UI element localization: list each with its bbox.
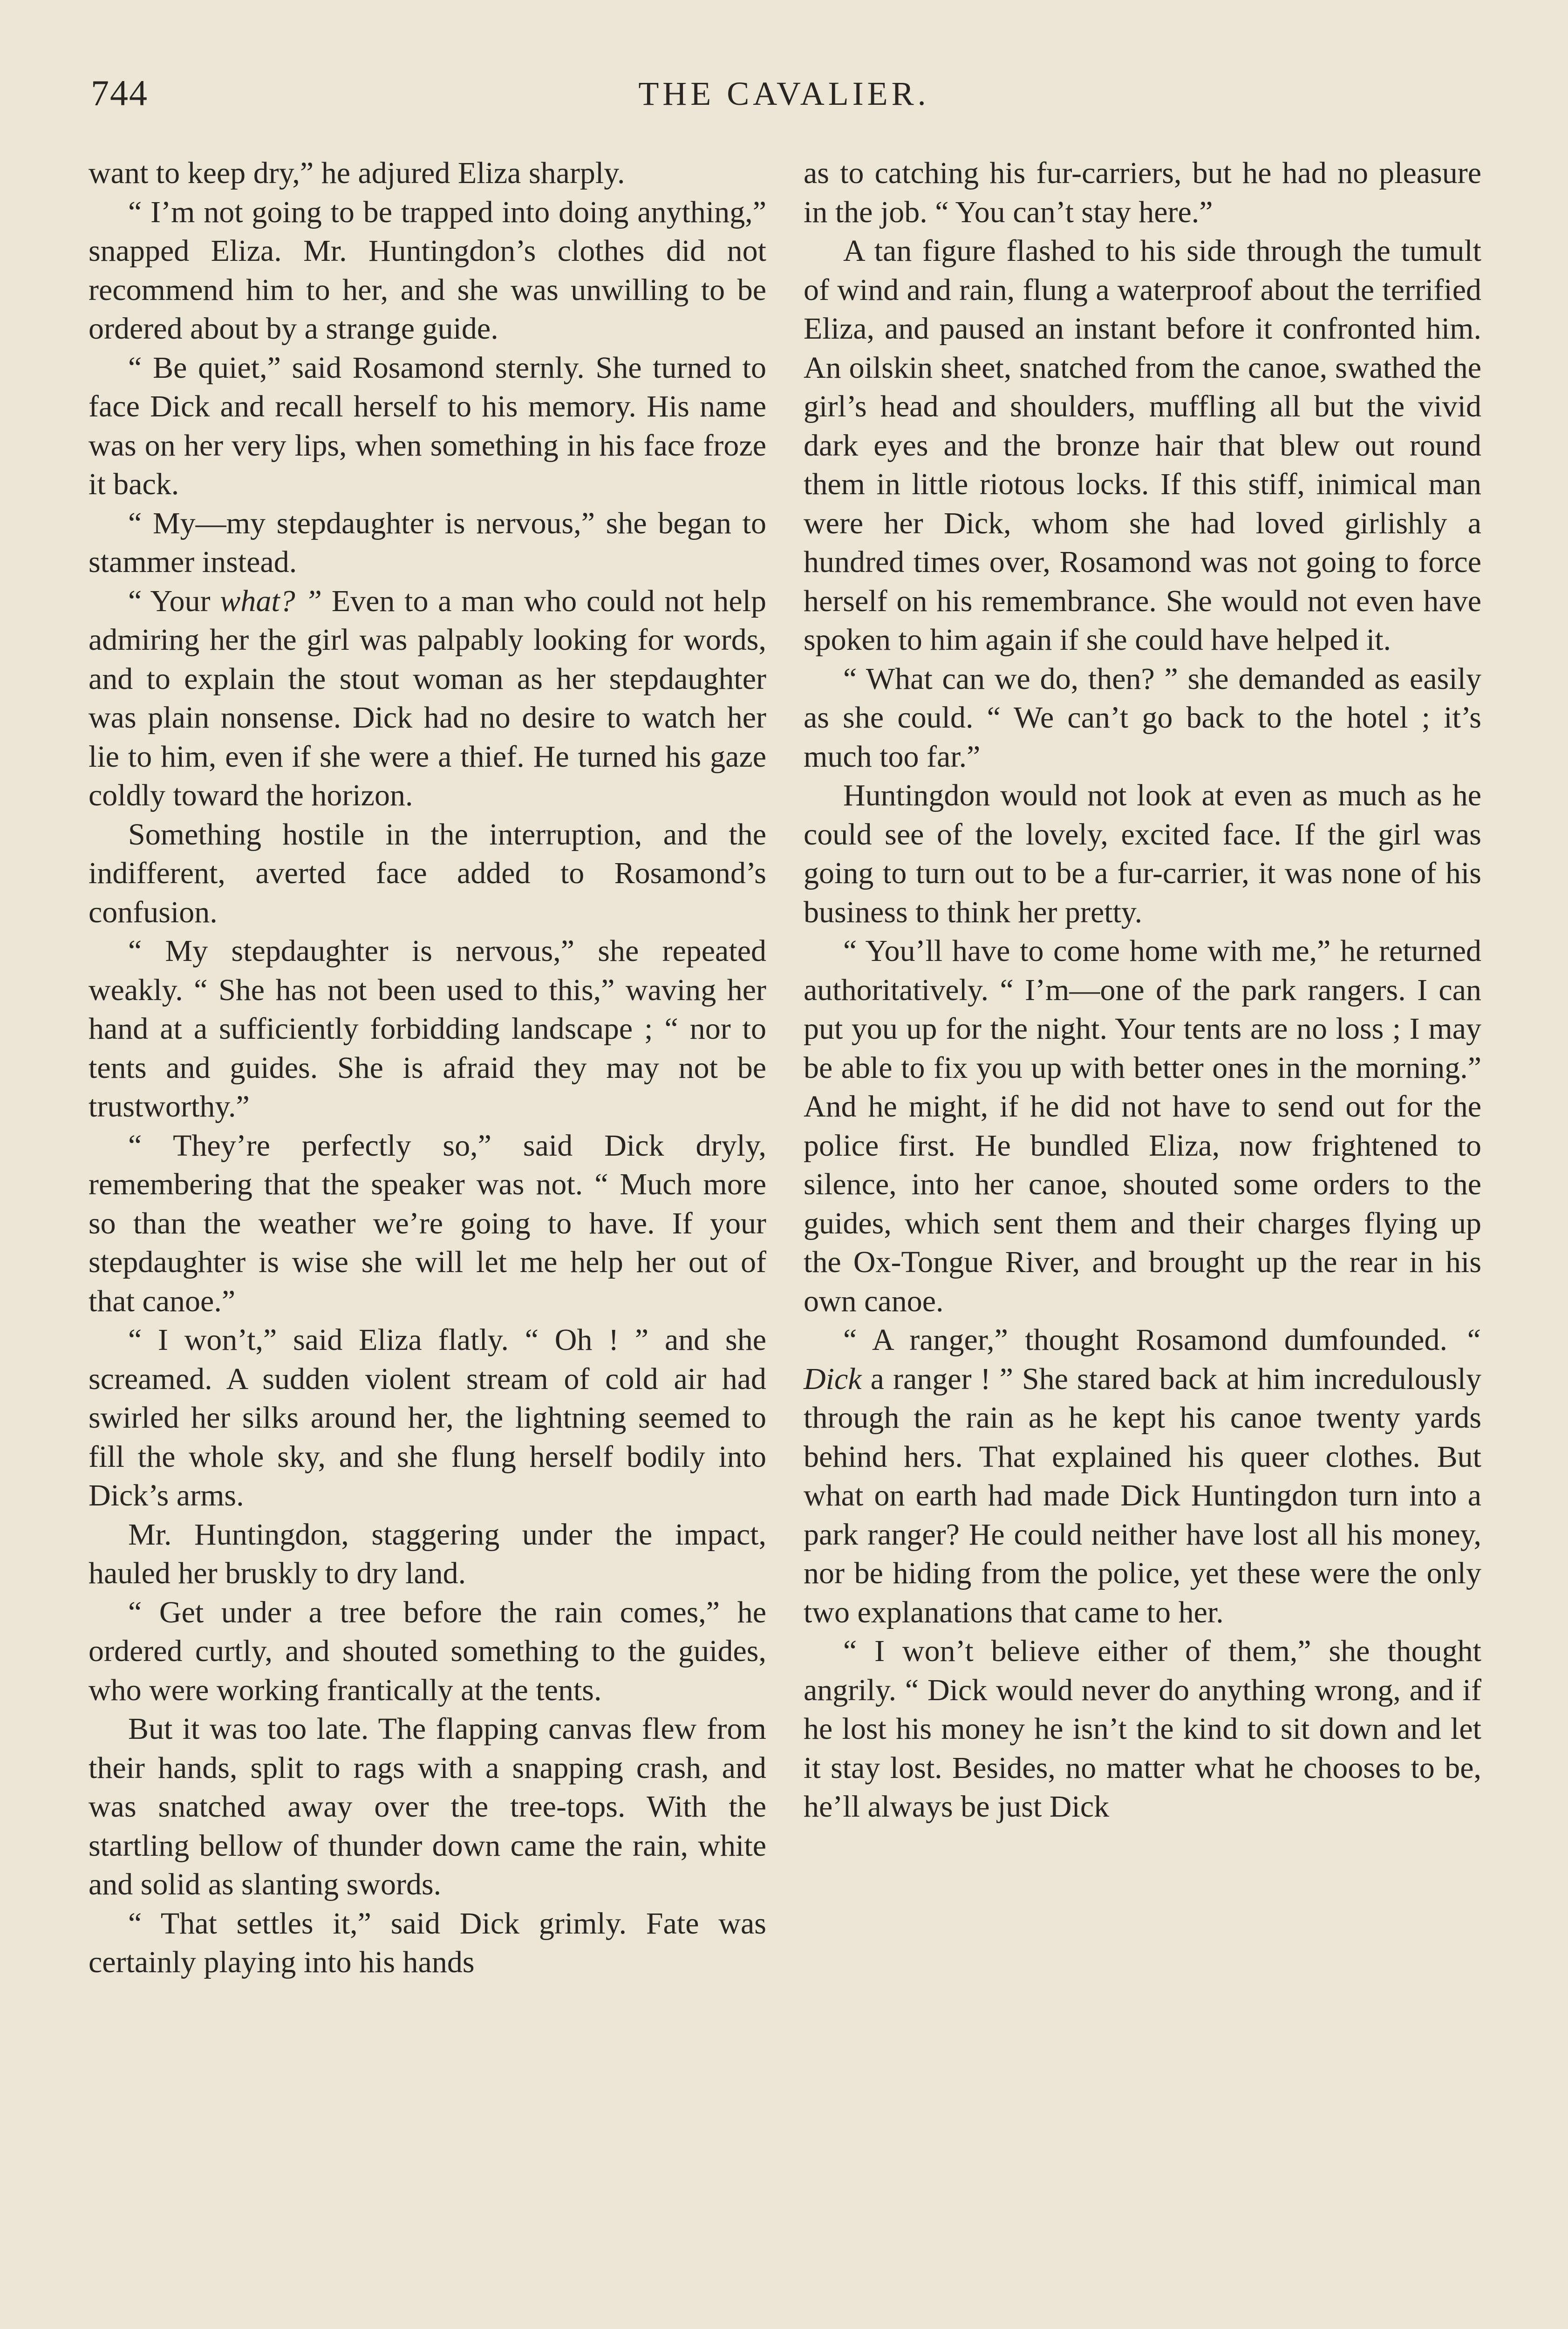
italic-emphasis: what? ” bbox=[220, 584, 322, 618]
paragraph: A tan figure flashed to his side through the tumult of wind and rain, flung a waterproof about the terrified Eliza, and paused an instant before it confronted him. An oilskin sheet, snatched from the canoe, swathed the girl’s head and shoulders, muffling all but the vivid dark eyes and the bronze hair that blew out round them in little riotous locks. If this stiff, inimical man were her Dick, whom she had loved girlishly a hundred times over, Rosamond was not going to force herself on his remembrance. She would not even have spoken to him again if she could have helped it. bbox=[804, 234, 1481, 657]
paragraph: “ Your what? ” Even to a man who could not help admiring her the girl was palpably looking for words, and to explain the stout woman as her stepdaughter was plain nonsense. Dick had no desire to watch her lie to him, even if she were a thief. He turned his gaze coldly toward the horizon. bbox=[89, 584, 766, 812]
paragraph: Something hostile in the interruption, and the indifferent, averted face added to Rosamond’s confusion. bbox=[89, 817, 766, 929]
paragraph: “ I won’t believe either of them,” she thought angrily. “ Dick would never do anything wrong, and if he lost his money he isn’t the kind to sit down and let it stay lost. Besides, no matter what he chooses to be, he’ll always be just Dick bbox=[804, 1634, 1481, 1824]
paragraph: “ That settles it,” said Dick grimly. Fate was certainly playing into his hands bbox=[89, 1906, 766, 1979]
paragraph: “ I won’t,” said Eliza flatly. “ Oh ! ” and she screamed. A sudden violent stream of cold air had swirled her silks around her, the lightning seemed to fill the whole sky, and she flung herself bodily into Dick’s arms. bbox=[89, 1323, 766, 1512]
paragraph: “ Get under a tree before the rain comes,” he ordered curtly, and shouted something to the guides, who were working frantically at the tents. bbox=[89, 1595, 766, 1707]
paragraph: “ They’re perfectly so,” said Dick dryly, remembering that the speaker was not. “ Much more so than the weather we’re going to have. If your stepdaughter is wise she will let me help her out of that canoe.” bbox=[89, 1128, 766, 1318]
paragraph: “ My—my stepdaughter is nervous,” she began to stammer instead. bbox=[89, 506, 766, 579]
paragraph: “ My stepdaughter is nervous,” she repeated weakly. “ She has not been used to this,” waving her hand at a sufficiently forbidding landscape ; “ nor to tents and guides. She is afraid they may not be trustworthy.” bbox=[89, 934, 766, 1124]
italic-emphasis: “ Dick bbox=[804, 1323, 1481, 1396]
paragraph: Mr. Huntingdon, staggering under the impact, hauled her bruskly to dry land. bbox=[89, 1517, 766, 1590]
paragraph: But it was too late. The flapping canvas flew from their hands, split to rags with a snapping crash, and was snatched away over the tree-tops. With the startling bellow of thunder down came the rain, white and solid as slanting swords. bbox=[89, 1712, 766, 1901]
left-column bbox=[89, 154, 766, 1982]
page-number: 744 bbox=[91, 73, 148, 113]
running-title: THE CAVALIER. bbox=[638, 75, 930, 112]
paragraph: Huntingdon would not look at even as much as he could see of the lovely, excited face. If the girl was going to turn out to be a fur-carrier, it was none of his business to think her pretty. bbox=[804, 778, 1481, 929]
paragraph: want to keep dry,” he adjured Eliza sharply. bbox=[89, 156, 625, 190]
right-column bbox=[804, 154, 1481, 1826]
paragraph: “ What can we do, then? ” she demanded as easily as she could. “ We can’t go back to the hotel ; it’s much too far.” bbox=[804, 661, 1481, 774]
paragraph: “ You’ll have to come home with me,” he returned authoritatively. “ I’m—one of the park rangers. I can put you up for the night. Your tents are no loss ; I may be able to fix you up with better ones in the morning.” And he might, if he did not have to send out for the police first. He bundled Eliza, now frightened to silence, into her canoe, shouted some orders to the guides, which sent them and their charges flying up the Ox-Tongue River, and brought up the rear in his own canoe. bbox=[804, 934, 1481, 1318]
paragraph: “ Be quiet,” said Rosamond sternly. She turned to face Dick and recall herself to his memory. His name was on her very lips, when something in his face froze it back. bbox=[89, 350, 766, 501]
paragraph: “ I’m not going to be trapped into doing anything,” snapped Eliza. Mr. Huntingdon’s clothes did not recommend him to her, and she was unwilling to be ordered about by a strange guide. bbox=[89, 195, 766, 346]
paragraph: “ A ranger,” thought Rosamond dumfounded. “ Dick a ranger ! ” She stared back at him incredulously through the rain as he kept his canoe twenty yards behind hers. That explained his queer clothes. But what on earth had made Dick Huntingdon turn into a park ranger? He could neither have lost all his money, nor be hiding from the police, yet these were the only two explanations that came to her. bbox=[804, 1323, 1481, 1629]
paragraph: as to catching his fur-carriers, but he had no pleasure in the job. “ You can’t stay here.” bbox=[804, 156, 1481, 229]
